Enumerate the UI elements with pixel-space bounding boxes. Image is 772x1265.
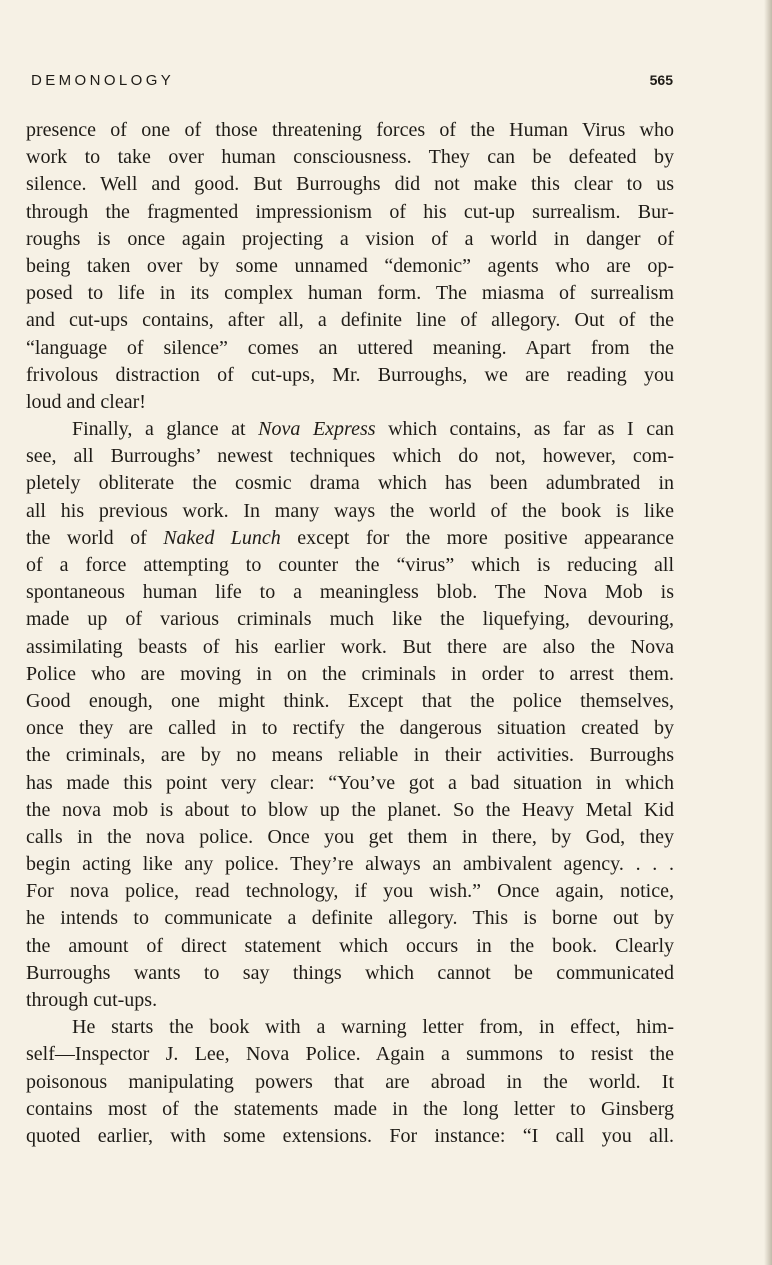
text-line: posed to life in its complex human form. The miasma of surrealism bbox=[26, 282, 674, 305]
text-line: assimilating beasts of his earlier work. But there are also the Nova bbox=[26, 635, 674, 658]
book-title: Naked Lunch bbox=[163, 526, 281, 549]
text-line: loud and clear! bbox=[26, 390, 146, 413]
text-line: poisonous manipulating powers that are abroad in the world. It bbox=[26, 1070, 674, 1093]
text-line: he intends to communicate a definite allegory. This is borne out by bbox=[26, 907, 674, 930]
text-line: the nova mob is about to blow up the planet. So the Heavy Metal Kid bbox=[26, 798, 674, 821]
text-line: the amount of direct statement which occurs in the book. Clearly bbox=[26, 934, 674, 957]
text-line: self—Inspector J. Lee, Nova Police. Again a summons to resist the bbox=[26, 1043, 674, 1066]
page-edge-shadow bbox=[764, 0, 772, 1265]
text-line: work to take over human consciousness. They can be defeated by bbox=[26, 146, 674, 169]
text-run: except for the more positive appearance bbox=[280, 526, 674, 549]
body-text bbox=[26, 117, 674, 1150]
text-line: of a force attempting to counter the “virus” which is reducing all bbox=[26, 554, 674, 576]
text-line: the criminals, are by no means reliable in their activities. Burroughs bbox=[26, 744, 674, 767]
text-line: roughs is once again projecting a vision of a world in danger of bbox=[26, 227, 674, 250]
text-line: through cut-ups. bbox=[26, 989, 158, 1011]
text-line: being taken over by some unnamed “demonic” agents who are op- bbox=[26, 254, 674, 277]
running-head bbox=[31, 72, 673, 98]
text-line: quoted earlier, with some extensions. For instance: “I call you all. bbox=[26, 1124, 674, 1147]
text-line: contains most of the statements made in the long letter to Ginsberg bbox=[26, 1097, 674, 1120]
paragraph-1 bbox=[26, 117, 674, 416]
text-line: and cut-ups contains, after all, a definite line of allegory. Out of the bbox=[26, 309, 674, 332]
paragraph-3 bbox=[26, 1014, 674, 1150]
book-title: Nova Express bbox=[258, 418, 376, 441]
text-line bbox=[26, 525, 674, 552]
text-run: which contains, as far as I can bbox=[375, 418, 674, 441]
text-line: calls in the nova police. Once you get them in there, by God, they bbox=[26, 825, 674, 848]
text-line: once they are called in to rectify the dangerous situation created by bbox=[26, 717, 674, 740]
text-line: see, all Burroughs’ newest techniques which do not, however, com- bbox=[26, 445, 674, 468]
text-line: Burroughs wants to say things which cannot be communicated bbox=[26, 961, 674, 984]
text-line: has made this point very clear: “You’ve got a bad situation in which bbox=[26, 771, 674, 794]
text-line: pletely obliterate the cosmic drama which has been adumbrated in bbox=[26, 472, 674, 495]
text-run: Finally, a glance at bbox=[72, 418, 259, 441]
text-line: made up of various criminals much like the liquefying, devouring, bbox=[26, 608, 674, 631]
text-line: He starts the book with a warning letter from, in effect, him- bbox=[72, 1016, 674, 1039]
text-line: presence of one of those threatening forces of the Human Virus who bbox=[26, 119, 674, 141]
text-line: spontaneous human life to a meaningless blob. The Nova Mob is bbox=[26, 581, 674, 604]
page-number: 565 bbox=[649, 72, 673, 88]
text-line: all his previous work. In many ways the world of the book is like bbox=[26, 499, 674, 522]
text-line: begin acting like any police. They’re always an ambivalent agency. . . . bbox=[26, 853, 674, 876]
text-line: Good enough, one might think. Except that the police themselves, bbox=[26, 689, 674, 712]
running-title: DEMONOLOGY bbox=[31, 72, 175, 89]
text-line: frivolous distraction of cut-ups, Mr. Burroughs, we are reading you bbox=[26, 363, 674, 386]
text-line: through the fragmented impressionism of his cut-up surrealism. Bur- bbox=[26, 200, 674, 223]
paragraph-2 bbox=[26, 416, 674, 1014]
text-line: Police who are moving in on the criminals in order to arrest them. bbox=[26, 662, 674, 685]
text-line bbox=[26, 416, 674, 443]
text-run: the world of bbox=[26, 526, 164, 549]
text-line: “language of silence” comes an uttered meaning. Apart from the bbox=[26, 336, 674, 359]
text-line: For nova police, read technology, if you wish.” Once again, notice, bbox=[26, 880, 674, 903]
text-line: silence. Well and good. But Burroughs did not make this clear to us bbox=[26, 173, 674, 196]
